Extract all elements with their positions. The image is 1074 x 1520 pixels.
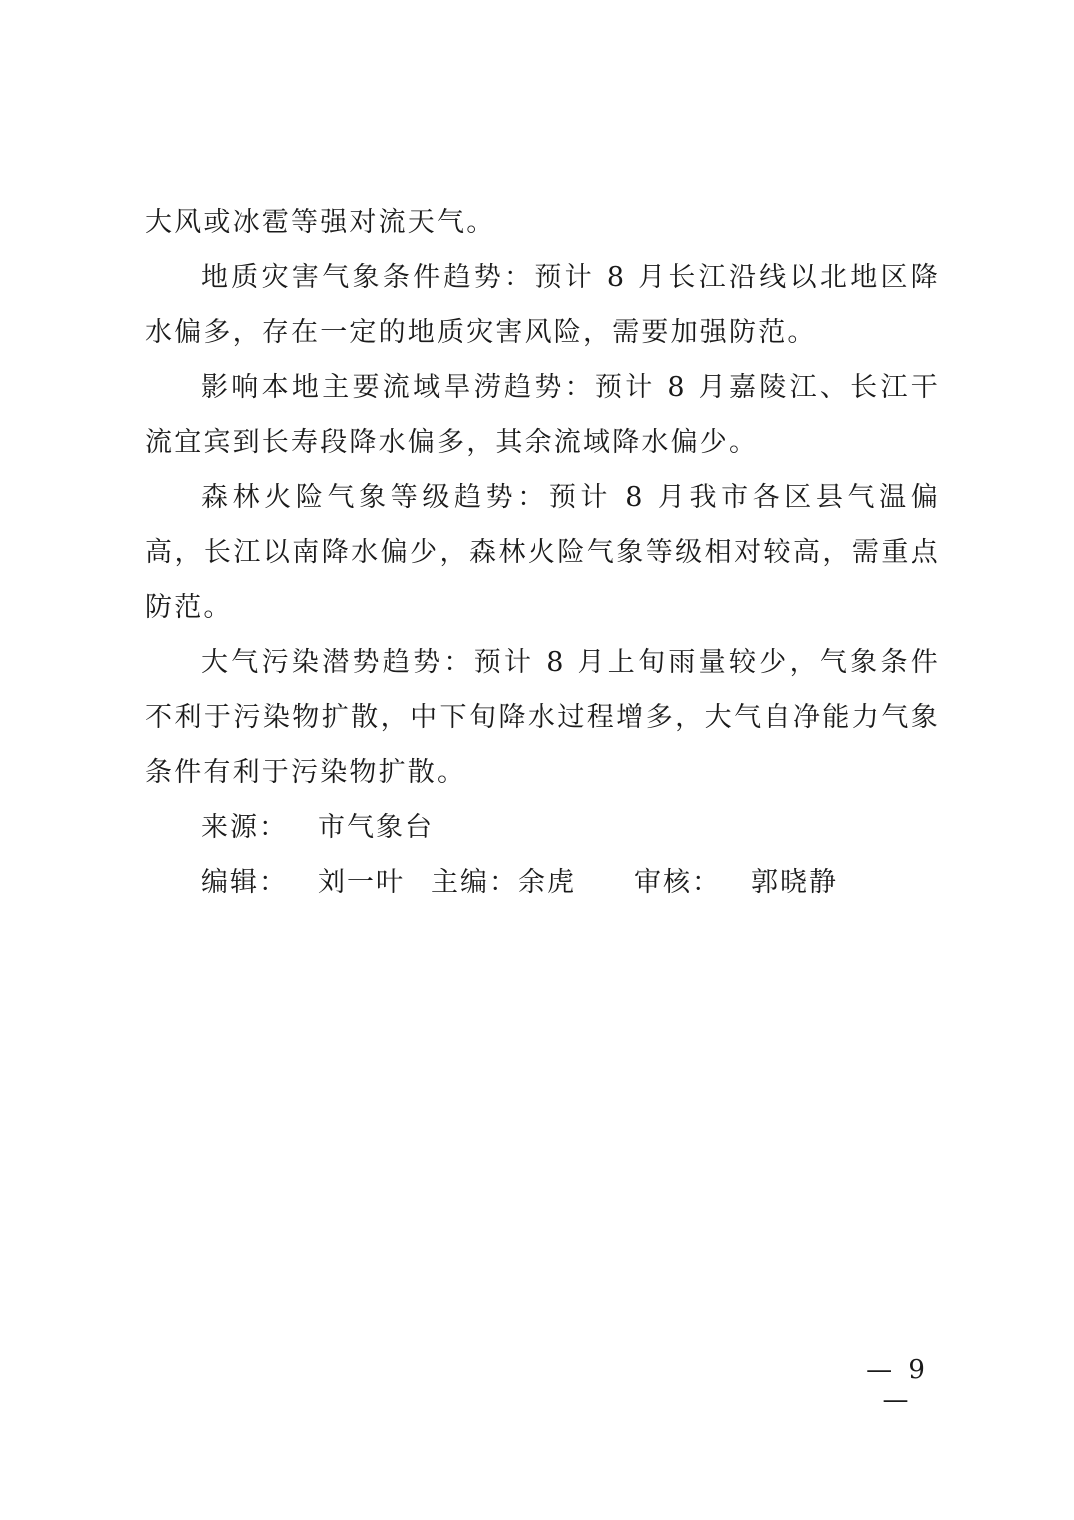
chief-editor-label: 主编： (431, 867, 518, 898)
river-basin-paragraph (145, 360, 940, 470)
reviewer-label: 审核： (634, 867, 721, 898)
paragraph-lead: 地质灾害气象条件趋势： (201, 262, 535, 293)
continuation-paragraph: 大风或冰雹等强对流天气。 (145, 207, 496, 238)
source-label: 来源： (201, 812, 288, 843)
document-body (145, 195, 940, 910)
page-number: — 9 — (866, 1355, 929, 1415)
paragraph-lead: 影响本地主要流域旱涝趋势： (201, 372, 595, 403)
credits-line (145, 855, 940, 910)
source-value: 市气象台 (318, 812, 434, 843)
reviewer-name: 郭晓静 (751, 867, 838, 898)
paragraph-text: 预计 8 月长江沿线以北地区降水偏多，存在一定的地质灾害风险，需要加强防范。 (145, 262, 940, 348)
paragraph-text: 预计 8 月我市各区县气温偏高，长江以南降水偏少，森林火险气象等级相对较高，需重点防范。 (145, 482, 940, 623)
paragraph-text: 预计 8 月上旬雨量较少，气象条件不利于污染物扩散，中下旬降水过程增多，大气自净能力气象条件有利于污染物扩散。 (145, 647, 940, 788)
air-pollution-paragraph (145, 635, 940, 800)
editor-label: 编辑： (201, 867, 288, 898)
chief-editor-name: 余虎 (518, 867, 576, 898)
paragraph-lead: 森林火险气象等级趋势： (201, 482, 549, 513)
geological-hazard-paragraph (145, 250, 940, 360)
paragraph-text: 预计 8 月嘉陵江、长江干流宜宾到长寿段降水偏多，其余流域降水偏少。 (145, 372, 940, 458)
editor-name: 刘一叶 (318, 867, 405, 898)
paragraph-lead: 大气污染潜势趋势： (201, 647, 474, 678)
source-line (145, 800, 940, 855)
forest-fire-paragraph (145, 470, 940, 635)
